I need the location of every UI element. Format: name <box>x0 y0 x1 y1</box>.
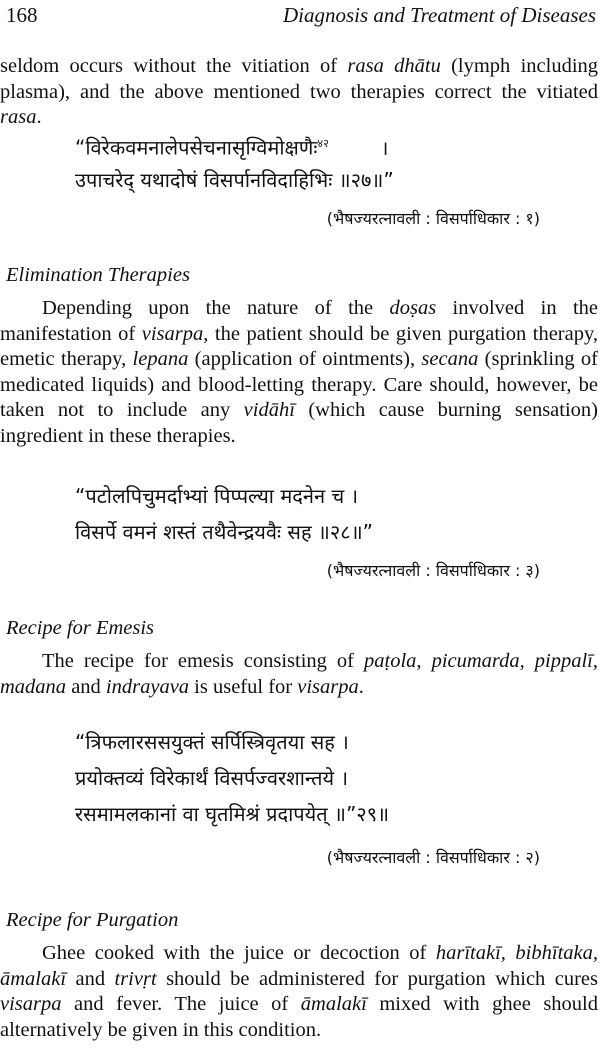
verse-line: “विरेकवमनालेपसेचनासृग्विमोक्षणैः <box>75 135 318 160</box>
running-header <box>6 2 596 28</box>
footnote-marker: ४२ <box>317 137 329 150</box>
verse-danda: । <box>380 135 389 160</box>
running-title: Diagnosis and Treatment of Diseases <box>282 3 596 27</box>
sanskrit-verse-29 <box>75 726 555 834</box>
page-number: 168 <box>6 3 38 27</box>
verse-reference: (भैषज्यरत्नावली : विसर्पाधिकार : ३) <box>326 561 540 580</box>
body-paragraph: Ghee cooked with the juice or decoction of harītakī, bibhītaka, āmalakī and trivṛt should be administered for purgation which cures visarpa and fever. The juice of āmalakī mixed with ghee should alternatively be given in this condition. <box>0 942 598 1041</box>
verse-reference: (भैषज्यरत्नावली : विसर्पाधिकार : २) <box>326 848 540 867</box>
section-heading: Recipe for Purgation <box>6 909 179 931</box>
intro-paragraph: seldom occurs without the vitiation of rasa dhātu (lymph including plasma), and the above mentioned two therapies correct the vitiated rasa. <box>0 55 599 129</box>
section-heading: Recipe for Emesis <box>6 617 155 639</box>
section-heading: Elimination Therapies <box>6 264 190 286</box>
body-paragraph: Depending upon the nature of the doṣas involved in the manifestation of visarpa, the patient should be given purgation therapy, emetic therapy, lepana (application of ointments), secana (sprinkling of medicated liquids) and blood-letting therapy. Care should, however, be taken not to include any vidāhī (which cause burning sensation) ingredient in these therapies. <box>0 297 599 447</box>
verse-line: उपाचरेद् यथादोषं विसर्पानविदाहिभिः ॥२७॥” <box>75 168 394 192</box>
verse-line: “त्रिफलारससयुक्तं सर्पिस्त्रिवृतया सह । <box>75 730 349 754</box>
verse-line: रसमामलकानां वा घृतमिश्रं प्रदापयेत् ॥”२९॥ <box>75 802 390 826</box>
sanskrit-verse-27 <box>75 128 555 200</box>
verse-line: “पटोलपिचुमर्दाभ्यां पिप्पल्या मदनेन च । <box>75 484 359 508</box>
sanskrit-verse-28 <box>75 480 555 552</box>
verse-line: विसर्पे वमनं शस्तं तथैवेन्द्रयवैः सह ॥२८॥” <box>75 520 374 544</box>
verse-line: प्रयोक्तव्यं विरेकार्थं विसर्पज्वरशान्तये । <box>75 766 349 790</box>
verse-reference: (भैषज्यरत्नावली : विसर्पाधिकार : १) <box>326 209 540 228</box>
body-paragraph: The recipe for emesis consisting of paṭola, picumarda, pippalī, madana and indrayava is useful for visarpa. <box>0 650 599 698</box>
